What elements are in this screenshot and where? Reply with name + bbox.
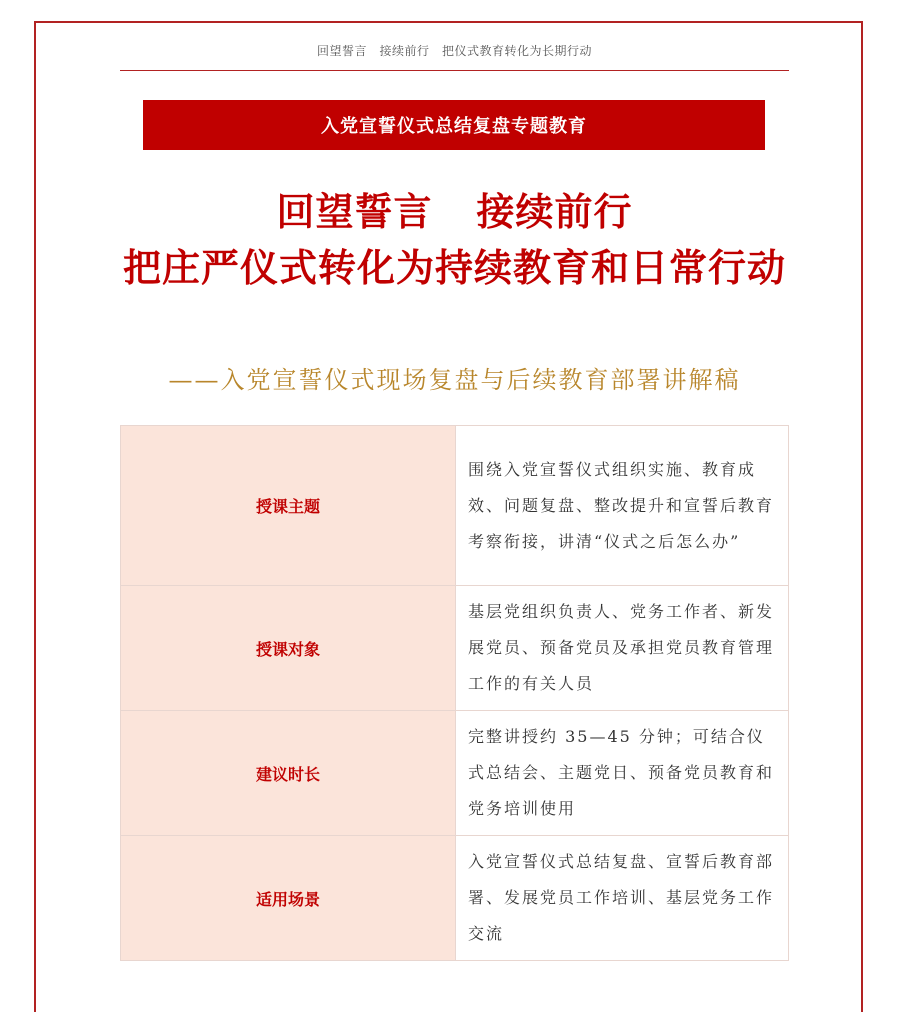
row-label-topic: 授课主题 [121,426,456,586]
row-value-audience: 基层党组织负责人、党务工作者、新发展党员、预备党员及承担党员教育管理工作的有关人员 [456,586,789,711]
main-title-line1 [120,184,789,240]
main-title-line2: 把庄严仪式转化为持续教育和日常行动 [122,246,786,290]
table-row [121,586,789,711]
row-label-audience: 授课对象 [121,586,456,711]
row-value-topic: 围绕入党宣誓仪式组织实施、教育成效、问题复盘、整改提升和宣誓后教育考察衔接，讲清“仪式之后怎么办” [456,426,789,586]
topic-banner-label: 入党宣誓仪式总结复盘专题教育 [321,116,587,137]
table-row [121,711,789,836]
topic-banner [143,100,765,150]
subtitle: ——入党宣誓仪式现场复盘与后续教育部署讲解稿 [168,366,741,394]
main-title-part2: 接续前行 [476,190,633,234]
running-header: 回望誓言 接续前行 把仪式教育转化为长期行动 [316,44,592,58]
row-label-duration: 建议时长 [121,711,456,836]
row-value-duration: 完整讲授约 35—45 分钟；可结合仪式总结会、主题党日、预备党员教育和党务培训使用 [456,711,789,836]
row-label-scenario: 适用场景 [121,836,456,961]
course-info-table [120,425,789,961]
main-title [120,184,789,296]
main-title-part1: 回望誓言 [276,190,433,234]
table-row [121,426,789,586]
row-value-scenario: 入党宣誓仪式总结复盘、宣誓后教育部署、发展党员工作培训、基层党务工作交流 [456,836,789,961]
table-row [121,836,789,961]
header-divider [120,70,789,71]
